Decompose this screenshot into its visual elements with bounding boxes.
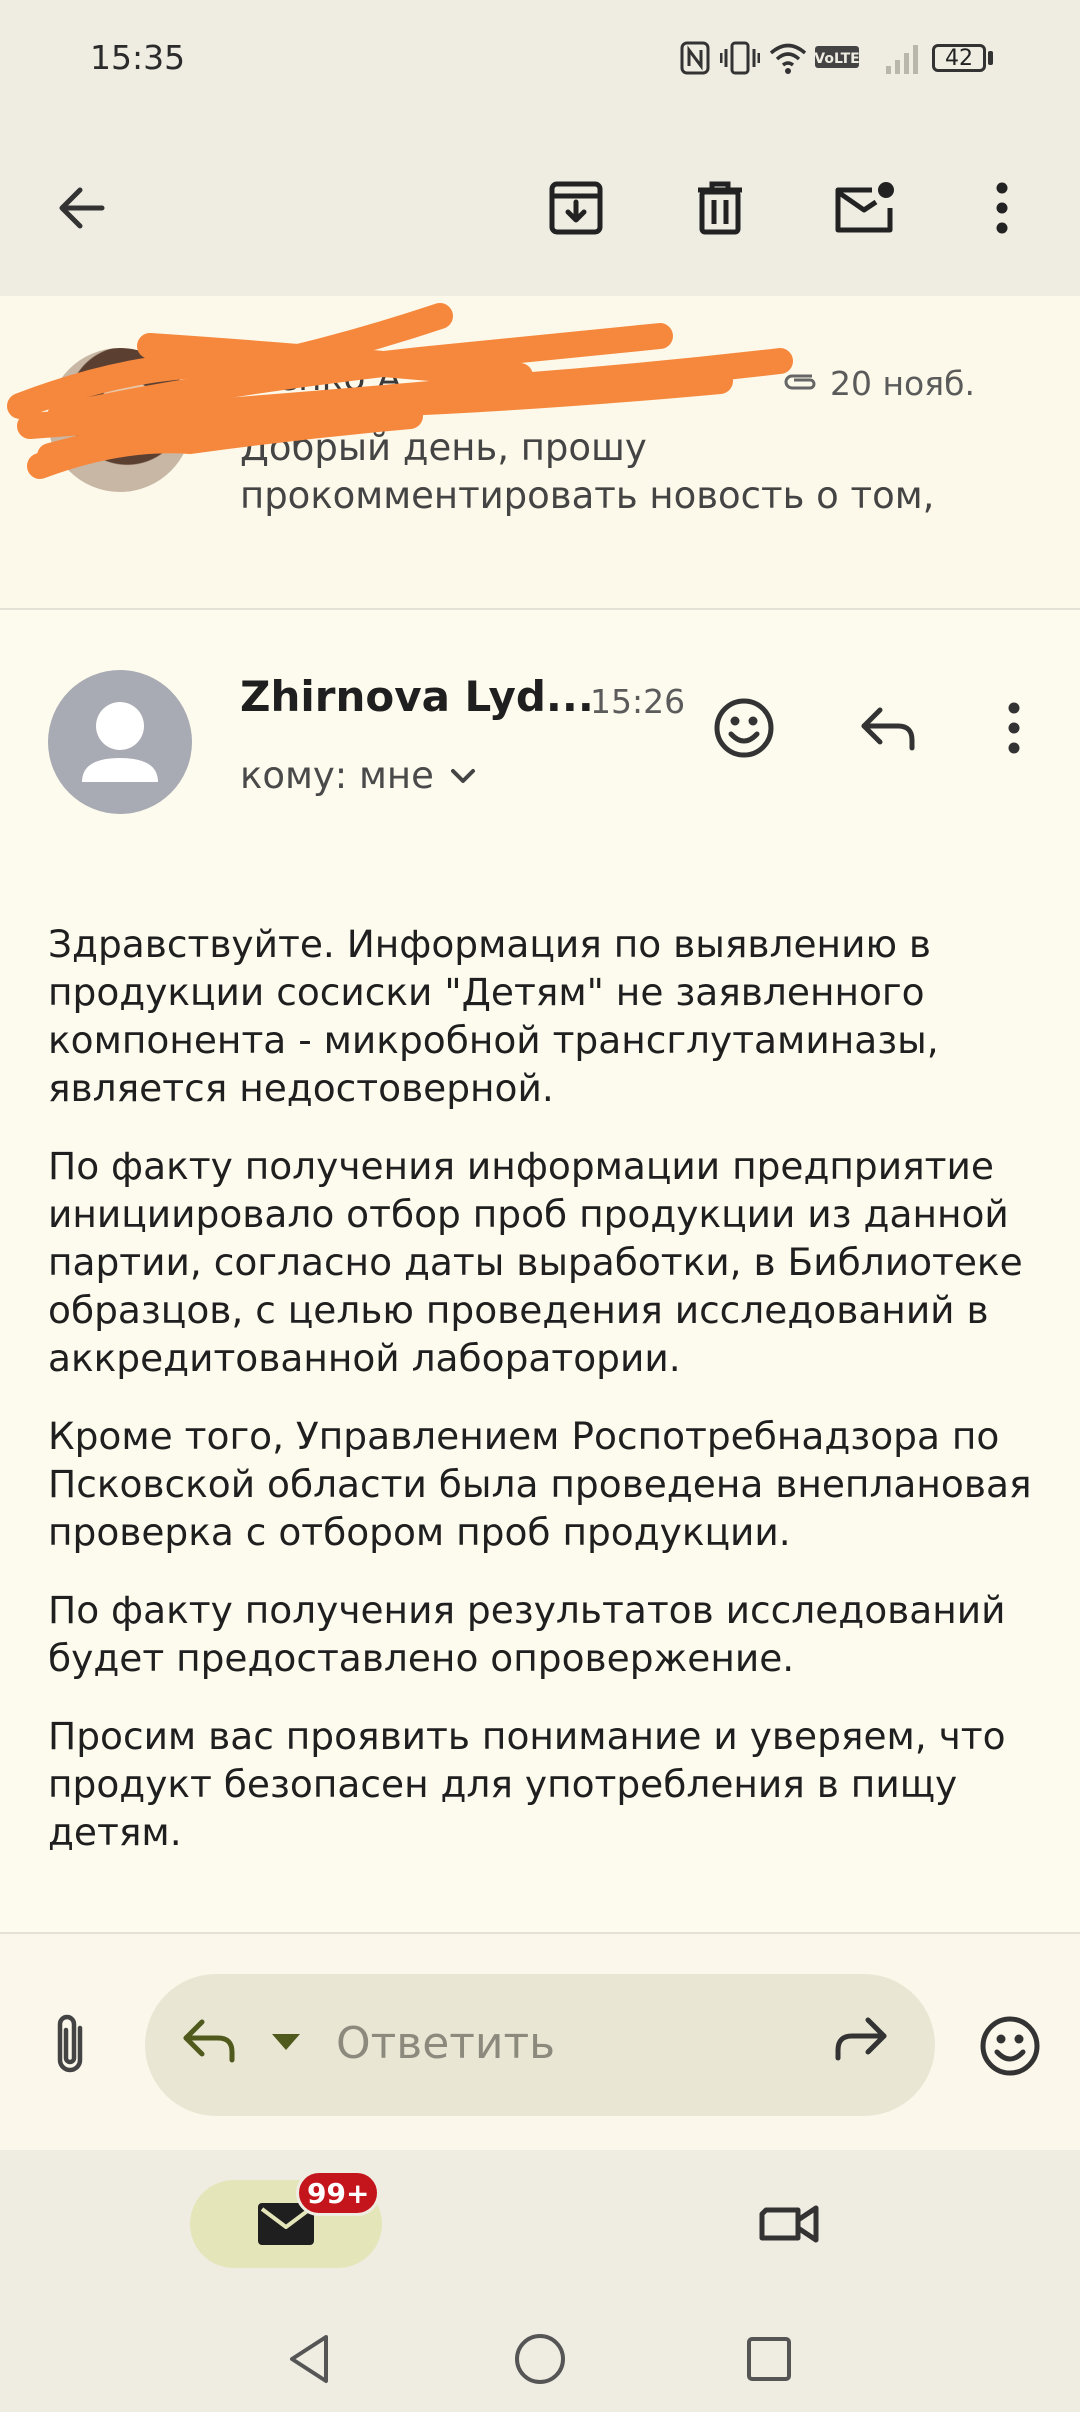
nfc-icon — [680, 40, 710, 76]
collapsed-message[interactable] — [0, 296, 1080, 608]
open-sender-avatar[interactable] — [48, 670, 192, 814]
system-home-button[interactable] — [495, 2314, 585, 2404]
triangle-back-icon — [284, 2331, 334, 2387]
reply-emoji-button[interactable] — [968, 2004, 1052, 2088]
signal-icon — [884, 40, 924, 76]
square-recents-icon — [744, 2334, 794, 2384]
system-back-button[interactable] — [264, 2314, 354, 2404]
recipient-details-toggle[interactable] — [240, 754, 478, 797]
body-paragraph: Просим вас проявить понимание и уверяем, что продукт безопасен для употребления в пищу детям. — [48, 1714, 1006, 1854]
reply-icon[interactable] — [180, 2014, 240, 2066]
mail-unread-icon — [832, 178, 896, 238]
back-button[interactable] — [34, 160, 130, 256]
nav-meet-tab[interactable] — [740, 2184, 840, 2264]
status-time: 15:35 — [90, 38, 186, 77]
video-camera-icon — [758, 2200, 822, 2248]
top-app-bar — [0, 120, 1080, 296]
redaction-scribble — [0, 296, 800, 496]
archive-button[interactable] — [528, 160, 624, 256]
volte-icon — [814, 40, 860, 76]
caret-down-icon[interactable] — [270, 2032, 302, 2052]
reply-button[interactable] — [840, 680, 936, 776]
more-vert-icon — [1004, 700, 1024, 756]
status-bar — [0, 0, 1080, 120]
emoji-icon — [978, 2014, 1042, 2078]
delete-button[interactable] — [672, 160, 768, 256]
collapsed-date: 20 нояб. — [830, 364, 975, 403]
archive-icon — [546, 178, 606, 238]
trash-icon — [690, 178, 750, 238]
chevron-down-icon — [448, 766, 478, 786]
recipient-label: кому: мне — [240, 754, 434, 797]
more-vert-icon — [992, 180, 1012, 236]
battery-level: 42 — [945, 45, 973, 71]
open-message-time: 15:26 — [590, 682, 686, 721]
message-more-button[interactable] — [966, 680, 1062, 776]
wifi-icon — [768, 40, 808, 76]
attach-button[interactable] — [30, 2000, 110, 2090]
svg-text:VoLTE: VoLTE — [814, 51, 860, 67]
system-recents-button[interactable] — [724, 2314, 814, 2404]
arrow-back-icon — [54, 180, 110, 236]
collapsed-snippet: Добрый день, прошу прокомментировать новость о том, — [240, 426, 935, 517]
body-paragraph: Кроме того, Управлением Роспотребнадзора по Псковской области была проведена внеплановая проверка с отбором проб продукции. — [48, 1414, 1032, 1554]
mark-unread-button[interactable] — [816, 160, 912, 256]
vibrate-icon — [720, 40, 760, 76]
body-paragraph: По факту получения информации предприятие инициировало отбор проб продукции из данной партии, согласно даты выработки, в Библиотеке образцов, с целью проведения исследований в аккредитованной лаборатории. — [48, 1144, 1023, 1380]
battery-icon — [932, 44, 986, 72]
divider — [0, 608, 1080, 610]
emoji-icon — [712, 696, 776, 760]
circle-home-icon — [512, 2331, 568, 2387]
battery-tip — [988, 51, 993, 65]
person-icon — [48, 670, 192, 814]
add-reaction-button[interactable] — [696, 680, 792, 776]
message-body — [48, 920, 1048, 1886]
collapsed-sender-name: …енко А… — [240, 358, 438, 399]
forward-icon[interactable] — [830, 2012, 890, 2064]
more-options-button[interactable] — [954, 160, 1050, 256]
reply-placeholder[interactable]: Ответить — [336, 2018, 556, 2069]
open-sender-name[interactable]: Zhirnova Lyd... — [240, 672, 594, 721]
unread-badge: 99+ — [296, 2170, 380, 2216]
body-paragraph: Здравствуйте. Информация по выявлению в продукции сосиски "Детям" не заявленного компонента - микробной трансглутаминазы, является недостоверной. — [48, 922, 939, 1110]
paperclip-icon — [48, 2010, 92, 2080]
body-paragraph: По факту получения результатов исследований будет предоставлено опровержение. — [48, 1588, 1006, 1680]
reply-icon — [856, 700, 920, 756]
